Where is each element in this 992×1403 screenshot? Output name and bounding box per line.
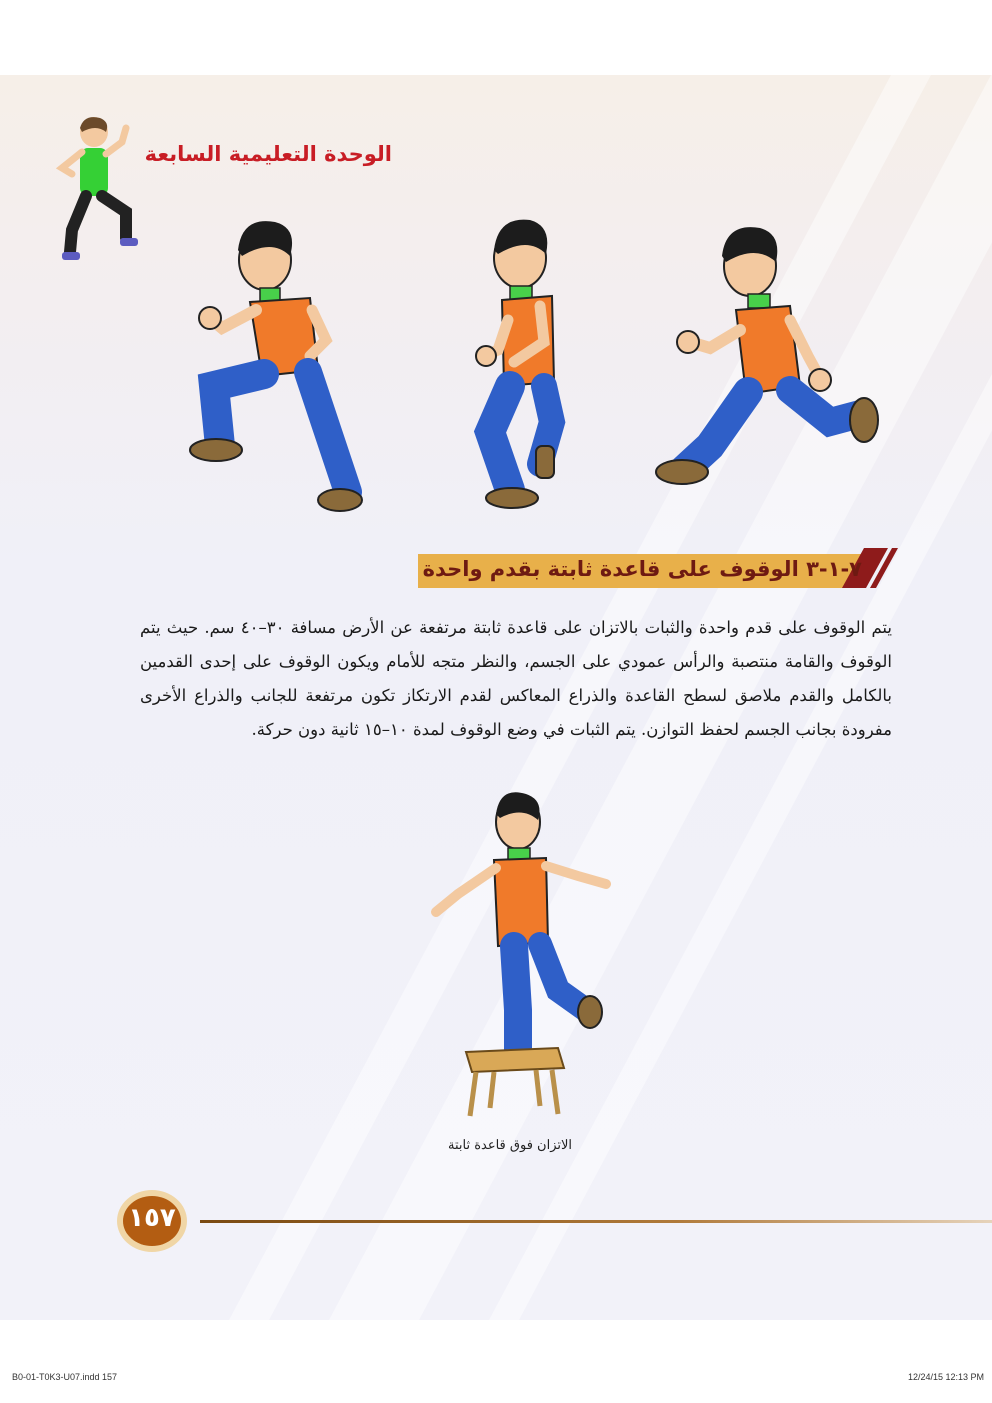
body-paragraph: يتم الوقوف على قدم واحدة والثبات بالاتزان على قاعدة ثابتة مرتفعة عن الأرض مسافة ٣٠–٤٠ سم. حيث يتم الوقوف والقامة منتصبة والرأس عمودي على الجسم، والنظر متجه للأمام ويكون الوقوف على إحدى القدمين بالكامل والقدم ملاصق لسطح القاعدة والذراع المعاكس لقدم الارتكاز تكون مرتفعة للجانب والذراع الأخرى مفرودة بجانب الجسم لحفظ التوازن. يتم الثبات في وضع الوقوف لمدة ١٠–١٥ ثانية دون حركة. <box>140 618 892 739</box>
unit-title: الوحدة التعليمية السابعة <box>144 142 392 166</box>
print-slug-file: B0-01-T0K3-U07.indd 157 <box>12 1372 118 1382</box>
running-figure-1 <box>180 210 420 525</box>
print-slug-date: 12/24/15 12:13 PM <box>907 1372 984 1382</box>
figure-caption: الاتزان فوق قاعدة ثابتة <box>447 1138 573 1153</box>
section-title: ٧-١-٣ الوقوف على قاعدة ثابتة بقدم واحدة <box>422 557 862 581</box>
balance-figure <box>418 790 618 1130</box>
running-figure-3 <box>650 210 890 525</box>
footer-rule <box>200 1220 992 1223</box>
page-number: ١٥٧ <box>128 1203 176 1233</box>
running-figure-2 <box>440 210 680 525</box>
runner-mascot-icon <box>44 112 154 277</box>
